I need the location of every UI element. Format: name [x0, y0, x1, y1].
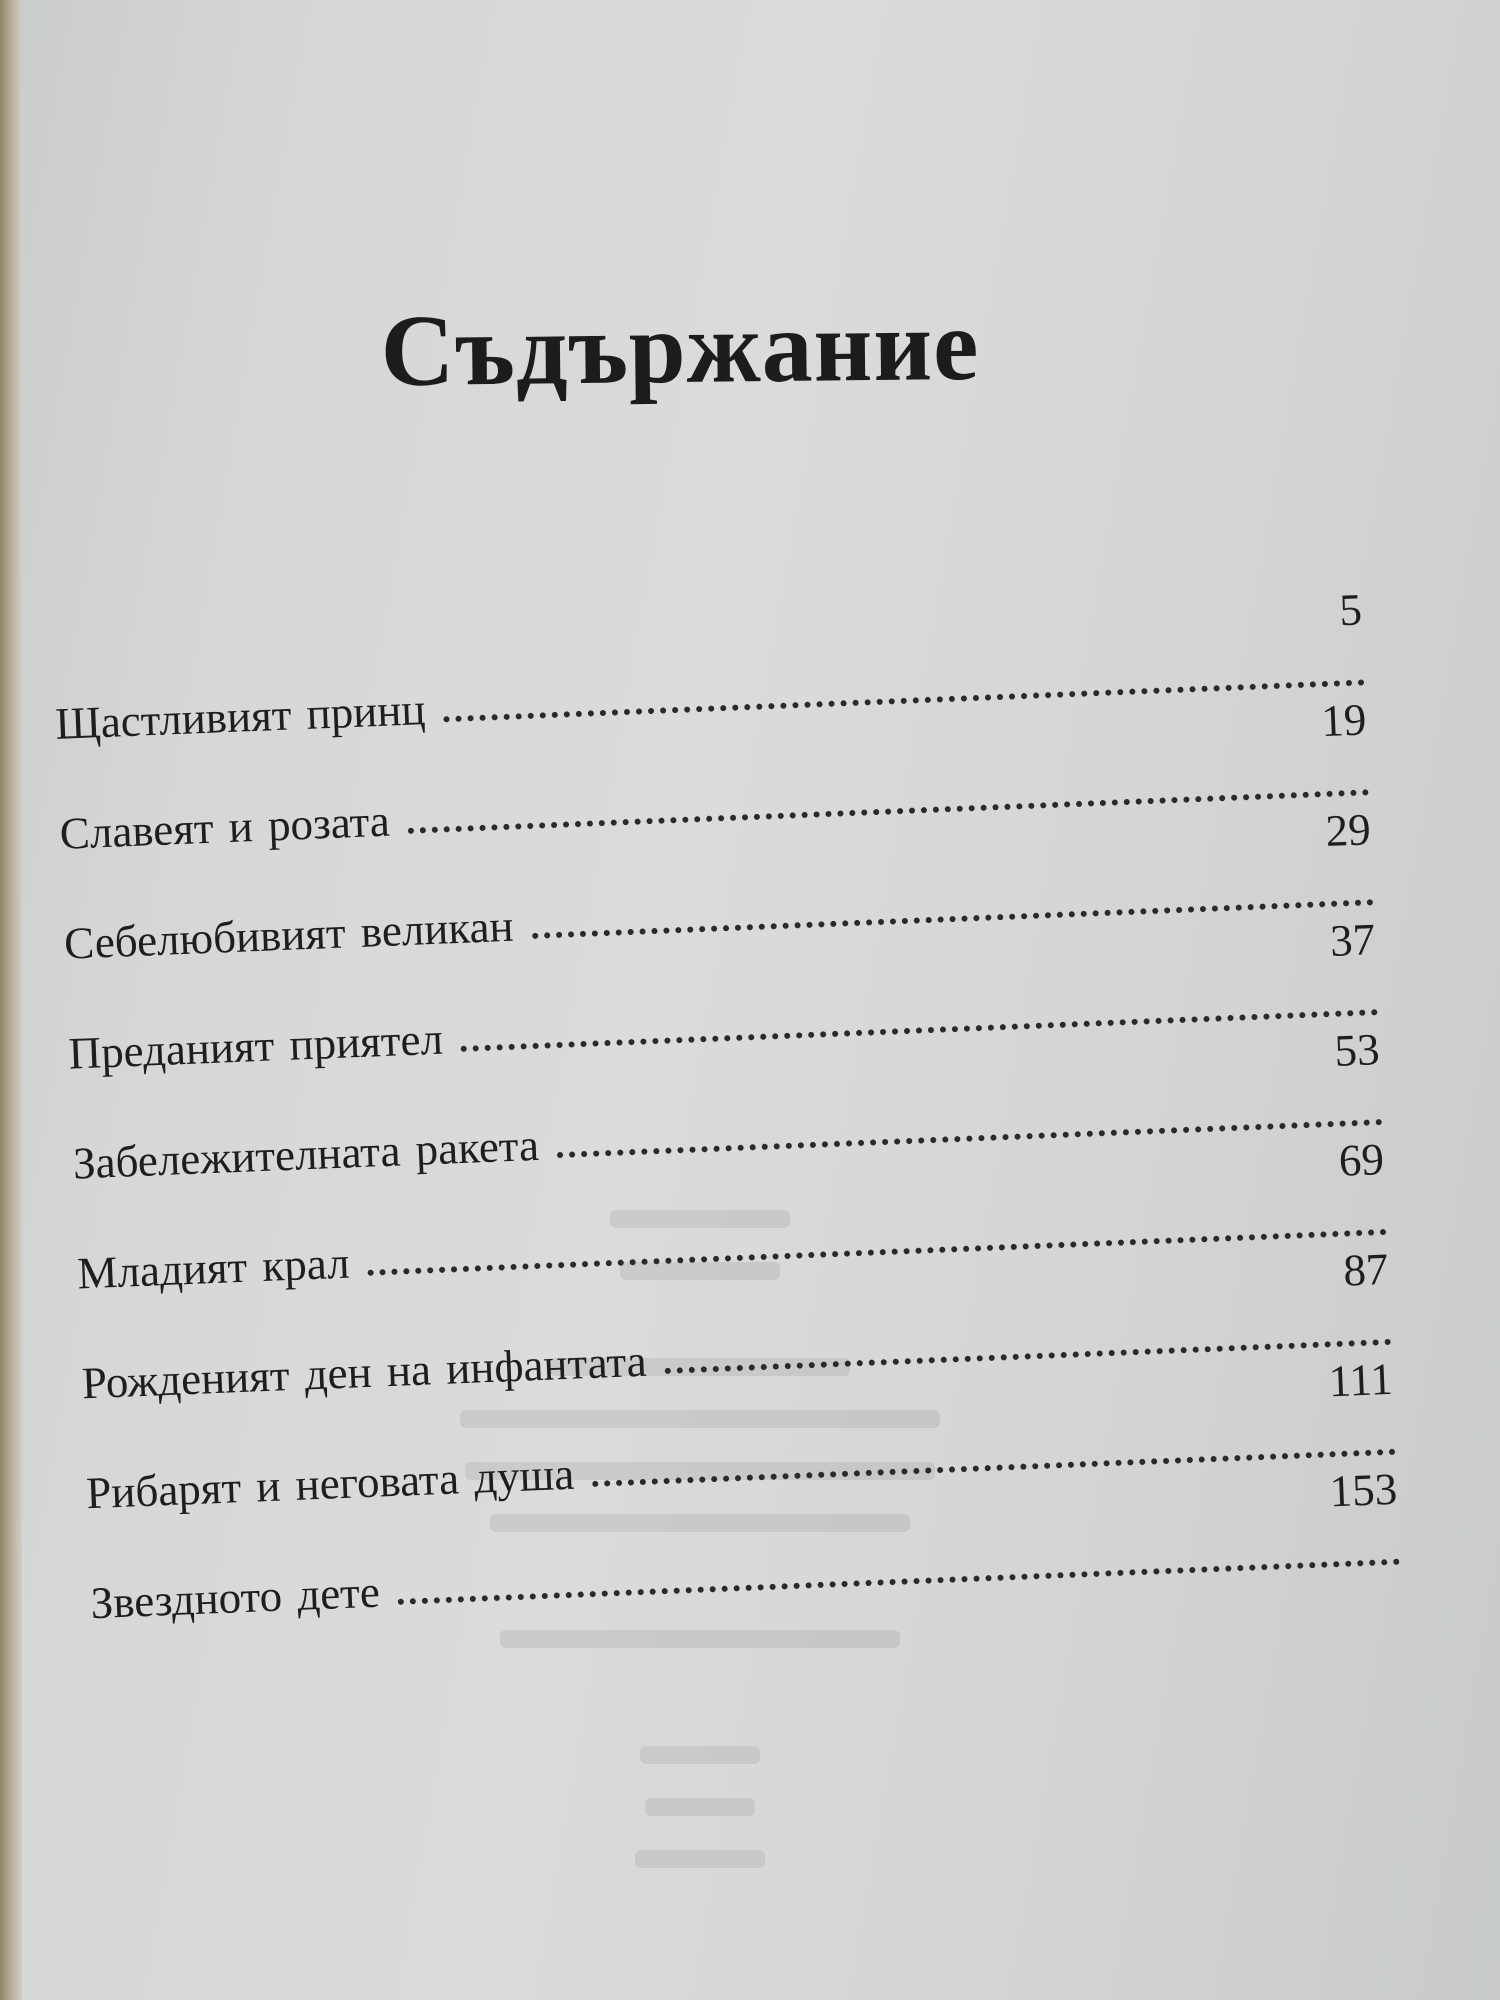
toc-entry-title: Рожденият ден на инфантата	[80, 1335, 648, 1409]
toc-page-number: 53	[1333, 1024, 1381, 1076]
page-title: Съдържание	[380, 288, 980, 409]
toc-page-number: 87	[1342, 1243, 1390, 1296]
toc-entry-title: Славеят и розата	[58, 795, 391, 859]
toc-page-number: 19	[1320, 694, 1368, 747]
toc-entry-title: Младият крал	[76, 1237, 351, 1299]
table-of-contents	[52, 584, 1401, 1629]
toc-entry-title: Звездното дете	[89, 1566, 381, 1629]
toc-entry-title: Щастливият принц	[54, 684, 427, 749]
toc-entry-title: Себелюбивият великан	[63, 900, 515, 969]
toc-page-number: 153	[1328, 1463, 1399, 1517]
toc-entry-title: Забележителната ракета	[72, 1119, 540, 1189]
toc-entry-title: Преданият приятел	[67, 1013, 444, 1079]
toc-page-number: 69	[1337, 1133, 1385, 1186]
toc-page-number: 37	[1329, 914, 1377, 966]
toc-page-number: 5	[1338, 584, 1363, 636]
toc-page-number: 111	[1327, 1353, 1394, 1407]
toc-dot-leader	[396, 1514, 1400, 1605]
toc-page-number: 29	[1324, 804, 1372, 857]
toc-entry-title: Рибарят и неговата душа	[85, 1448, 576, 1519]
page-edge	[0, 0, 22, 2000]
